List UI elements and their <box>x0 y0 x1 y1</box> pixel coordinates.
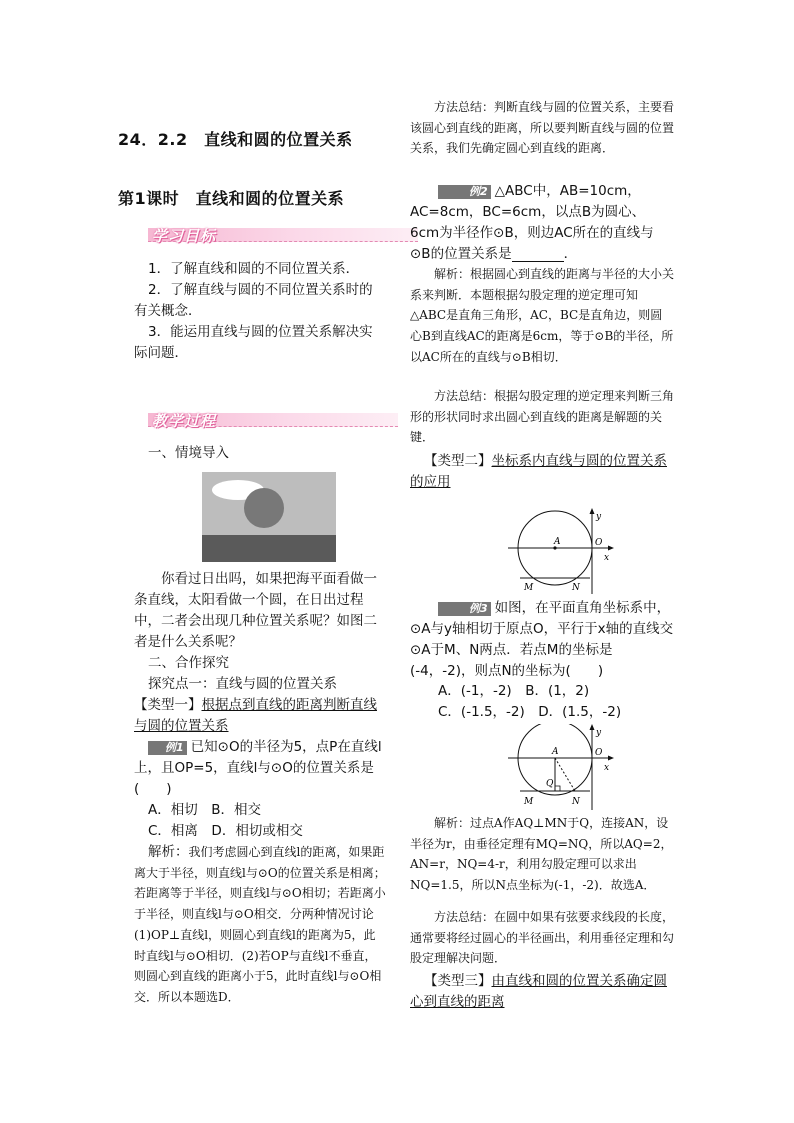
method-summary-3: 方法总结：在圆中如果有弦要求线段的长度，通常要将经过圆心的半径画出，利用垂径定理和勾股定理解决问题． <box>410 910 675 966</box>
example1-options-2: C．相离 D．相切或相交 <box>148 823 303 839</box>
example3-analysis: 解析：过点A作AQ⊥MN于Q，连接AN，设半径为r，由垂径定理有MQ=NQ，所以AQ=2，AN=r，NQ=4-r，利用勾股定理可以求出NQ=1.5，所以N点坐标为(-1，-2)．故选A． <box>410 816 673 893</box>
example1-text: 已知⊙O的半径为5，点P在直线l上，且OP=5，直线l与⊙O的位置关系是( ) <box>134 739 382 797</box>
example2: 例2 △ABC中，AB=10cm，AC=8cm，BC=6cm，以点B为圆心、6cm为半径作⊙B，则边AC所在的直线与⊙B的位置关系是 ． <box>410 183 654 262</box>
sun <box>244 488 284 528</box>
intro-text: 你看过日出吗，如果把海平面看做一条直线，太阳看做一个圆，在日出过程中，二者会出现几种位置关系呢？如图二者是什么关系呢？ <box>134 571 377 650</box>
goal-1: 1．了解直线和圆的不同位置关系． <box>148 261 360 277</box>
section-title: 24．2.2 直线和圆的位置关系 <box>118 130 353 149</box>
example2-label: 例2 <box>438 185 491 199</box>
type2-text: 坐标系内直线与圆的位置关系的应用 <box>410 453 667 490</box>
label-M: M <box>524 797 534 807</box>
example1-label: 例1 <box>148 741 187 755</box>
example1 <box>134 737 386 800</box>
example3-options-1: A．(-1，-2) B．(1，2) <box>438 683 590 699</box>
label-A: A <box>552 747 559 757</box>
label-M: M <box>524 583 534 593</box>
label-x: x <box>604 553 610 563</box>
example3-options-2: C．(-1.5，-2) D．(1.5，-2) <box>438 704 622 720</box>
type1-heading: 【类型一】根据点到直线的距离判断直线与圆的位置关系 <box>134 697 377 734</box>
sea-surface <box>202 535 336 562</box>
example2-text: △ABC中，AB=10cm，AC=8cm，BC=6cm，以点B为圆心、6cm为半径作⊙B，则边AC所在的直线与⊙B的位置关系是 <box>410 183 654 262</box>
y-axis-arrow <box>590 724 595 730</box>
label-y: y <box>596 728 602 738</box>
label-Q: Q <box>546 779 554 789</box>
label-O: O <box>595 748 603 758</box>
label-x: x <box>604 763 610 773</box>
type1-text: 根据点到直线的距离判断直线与圆的位置关系 <box>134 697 377 734</box>
goals-banner-label: 学习目标 <box>152 227 217 245</box>
goals-banner <box>148 225 418 245</box>
method-summary-1: 方法总结：判断直线与圆的位置关系，主要看该圆心到直线的距离，所以要判断直线与圆的位置关系，我们先确定圆心到直线的距离． <box>410 100 675 156</box>
type3-heading: 【类型三】由直线和圆的位置关系确定圆心到直线的距离 <box>410 973 667 1010</box>
goal-3: 3．能运用直线与圆的位置关系解决实际问题． <box>134 324 373 361</box>
label-A: A <box>554 537 561 547</box>
example2-analysis: 解析：根据圆心到直线的距离与半径的大小关系来判断．本题根据勾股定理的逆定理可知△ABC是直角三角形，AC，BC是直角边，则圆心B到直线AC的距离是6cm，等于⊙B的半径，所以AC所在的直线与⊙B相切． <box>410 267 675 364</box>
x-axis-arrow <box>608 546 614 551</box>
lesson-title: 第1课时 直线和圆的位置关系 <box>118 189 345 208</box>
process-banner-label: 教学过程 <box>152 412 217 430</box>
process-banner <box>148 410 398 430</box>
example3 <box>410 598 674 682</box>
part1-heading: 一、情境导入 <box>148 445 229 461</box>
example1-options-1: A．相切 B．相交 <box>148 802 261 818</box>
figure-circle-axes-2 <box>506 724 616 812</box>
label-y: y <box>596 512 602 522</box>
label-O: O <box>595 538 603 548</box>
answer-blank <box>512 247 564 262</box>
type2-heading: 【类型二】坐标系内直线与圆的位置关系的应用 <box>410 453 667 490</box>
example3-label: 例3 <box>438 602 491 616</box>
label-N: N <box>572 583 580 593</box>
part2-heading: 二、合作探究 <box>148 655 229 671</box>
label-N: N <box>572 797 580 807</box>
x-axis-arrow <box>608 756 614 761</box>
right-angle-mark <box>555 786 560 791</box>
y-axis-arrow <box>590 508 595 514</box>
method-summary-2: 方法总结：根据勾股定理的逆定理来判断三角形的形状同时求出圆心到直线的距离是解题的关键． <box>410 389 675 445</box>
sunrise-image <box>202 472 336 562</box>
goal-2: 2．了解直线与圆的不同位置关系时的有关概念． <box>134 282 373 319</box>
type3-text: 由直线和圆的位置关系确定圆心到直线的距离 <box>410 973 667 1010</box>
example3-text: 如图，在平面直角坐标系中，⊙A与y轴相切于原点O，平行于x轴的直线交⊙A于M、N两点．若点M的坐标是(-4，-2)，则点N的坐标为( ) <box>410 600 674 679</box>
figure-circle-axes-1 <box>506 508 616 596</box>
explore1-heading: 探究点一：直线与圆的位置关系 <box>148 676 337 692</box>
example1-analysis: 解析：我们考虑圆心到直线l的距离，如果距离大于半径，则直线l与⊙O的位置关系是相离；若距离等于半径，则直线l与⊙O相切；若距离小于半径，则直线l与⊙O相交．分两种情况讨论 (1)OP⊥直线l，则圆心到直线l的距离为5，此时直线l与⊙O相切．(2)若OP与直线l不垂直，则圆心到直线的距离小于5，此时直线l与⊙O相交．所以本题选D． <box>134 844 386 1004</box>
